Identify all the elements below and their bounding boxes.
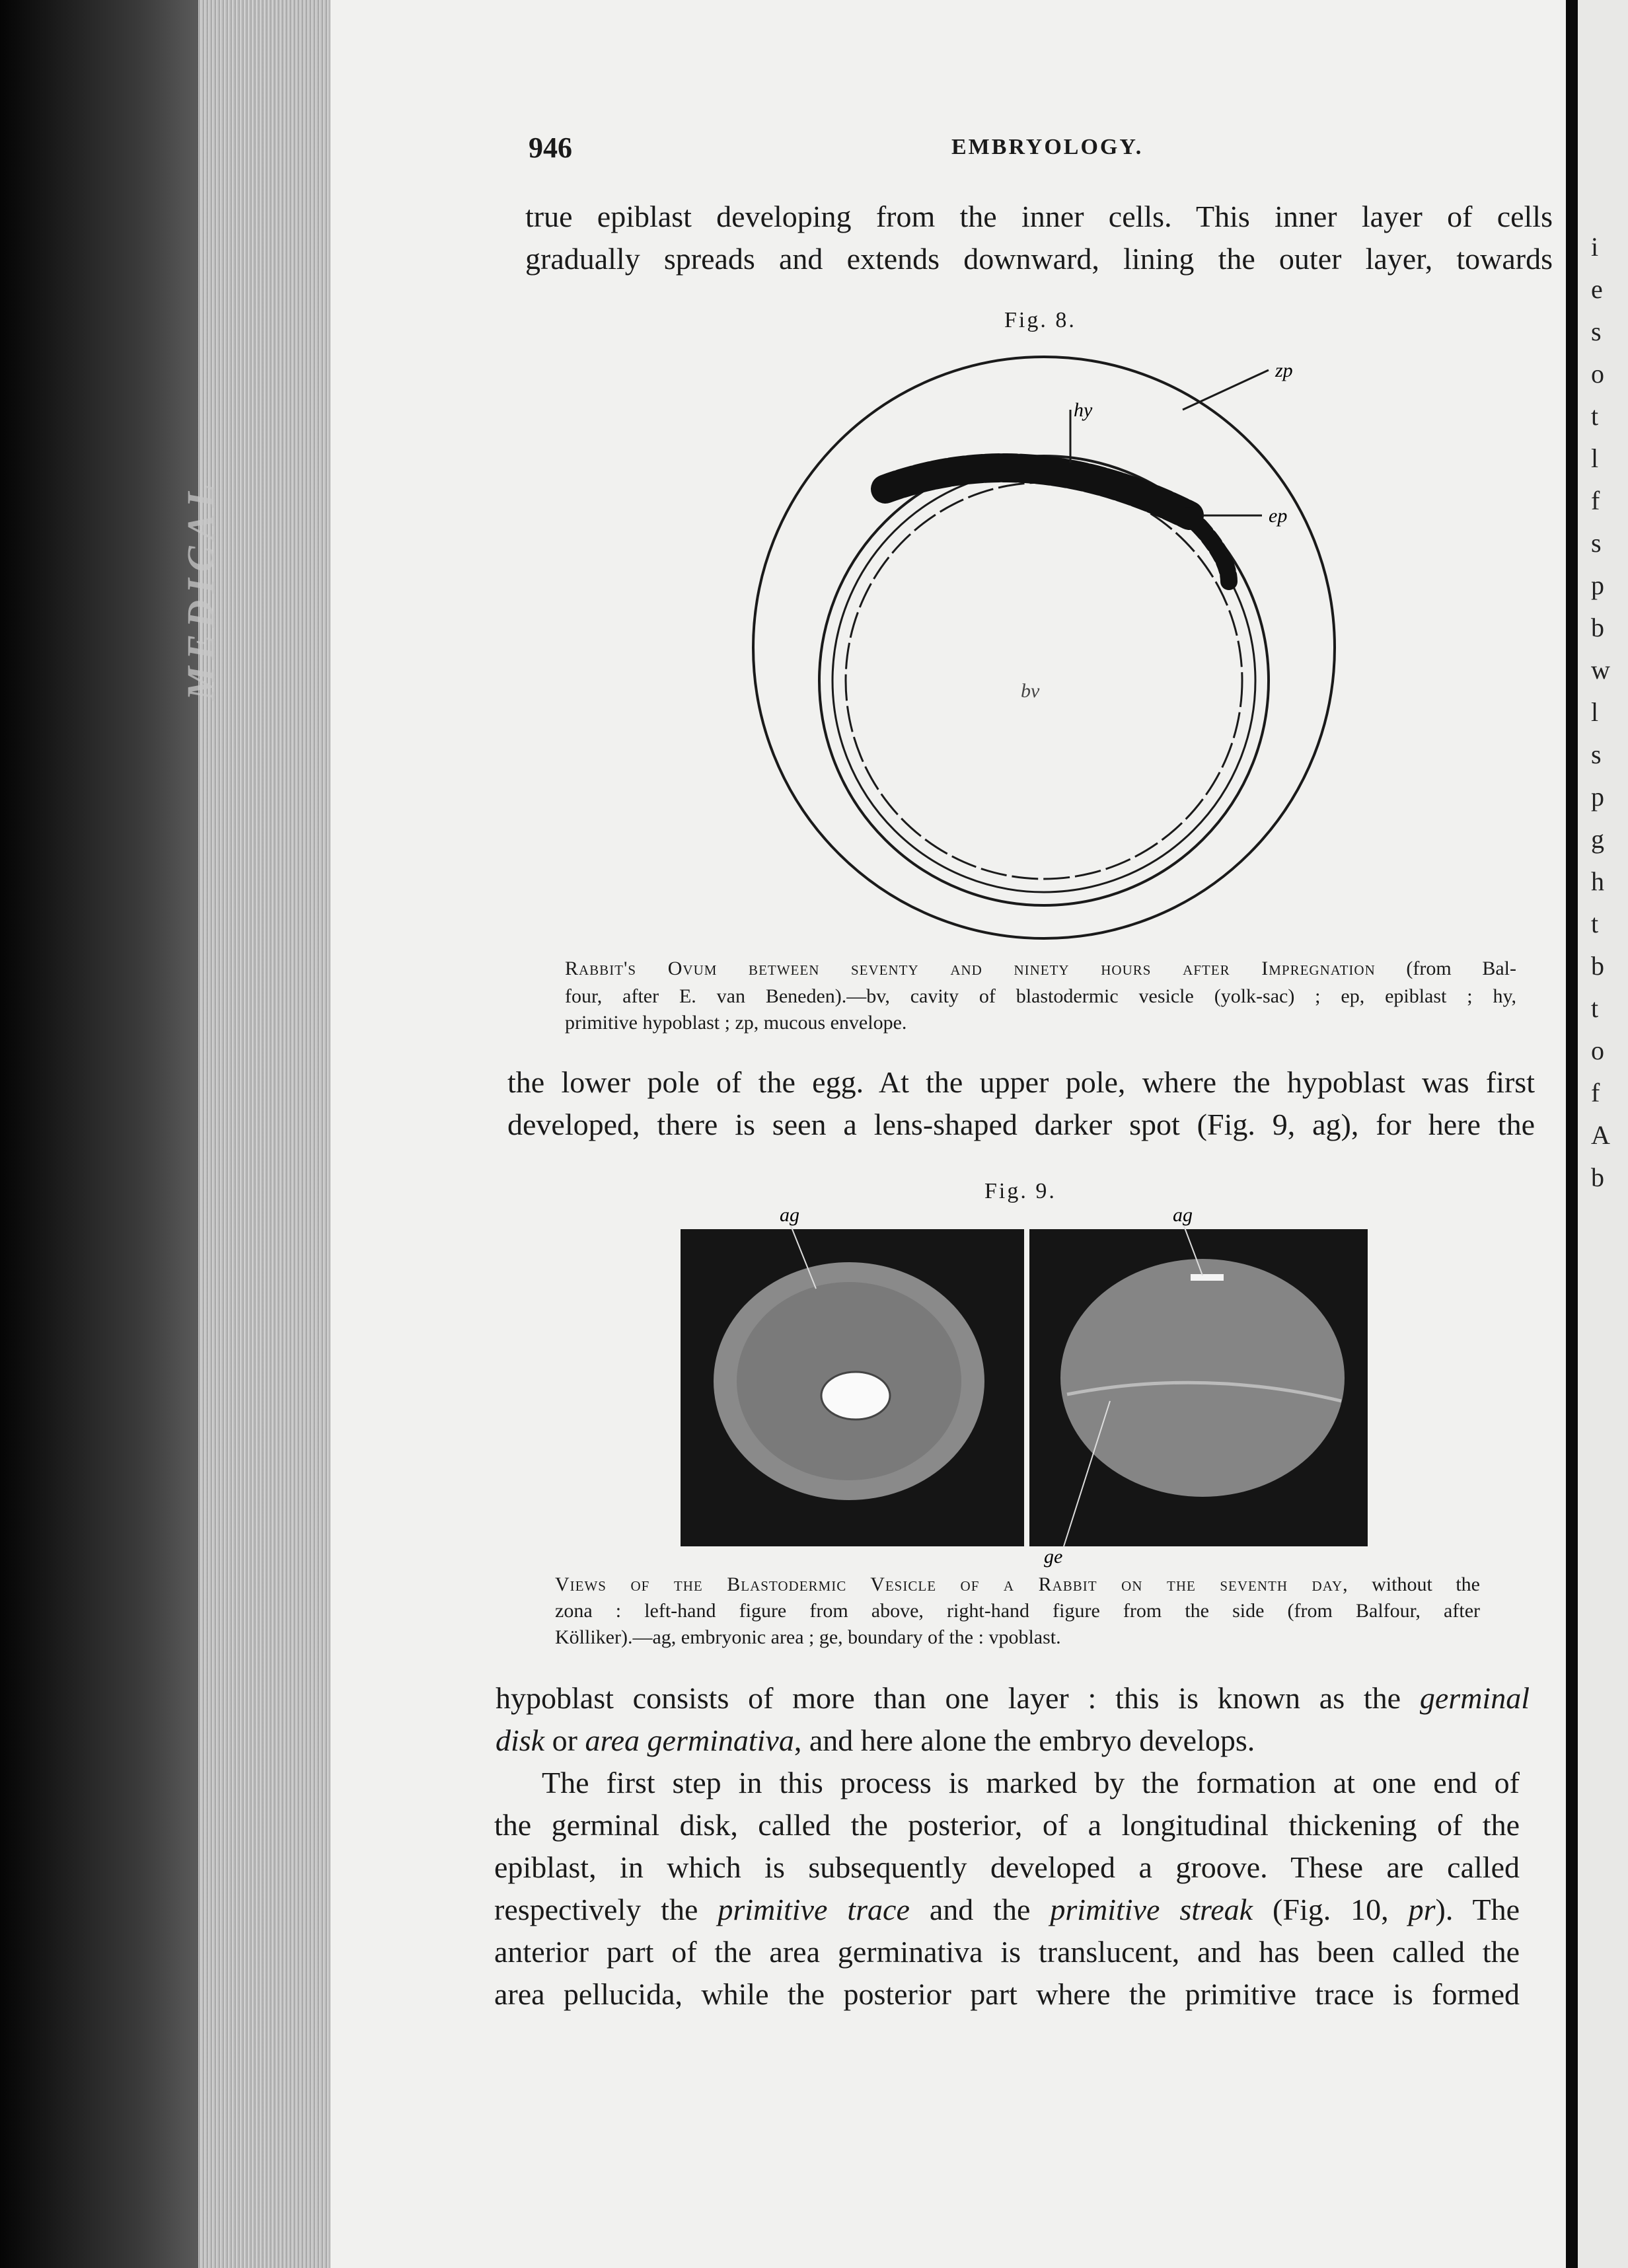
facing-page-letter: t [1591,909,1599,938]
facing-page-letter: t [1591,401,1599,431]
facing-page-letter: o [1591,359,1604,389]
paragraph-4-line-4: respectively the primitive trace and the primitive streak (Fig. 10, pr). The [494,1893,1520,1926]
paragraph-1-line-2: gradually spreads and extends downward, lining the outer layer, towards [525,242,1553,276]
facing-page-letter: s [1591,739,1602,769]
label-ag-left: ag [780,1204,799,1226]
facing-page-letter: i [1591,232,1599,262]
figure-8-ovum [727,344,1354,952]
facing-page-letter: f [1591,1078,1600,1108]
facing-page-edge [1566,0,1628,2268]
facing-page-letter: t [1591,993,1599,1023]
page-header: EMBRYOLOGY. [951,135,1144,159]
facing-page-letter: p [1591,570,1604,600]
paragraph-1-line-1: true epiblast developing from the inner cells. This inner layer of cells [525,200,1553,233]
figure-8-caption-line-2: four, after E. van Beneden).—bv, cavity of blastodermic vesicle (yolk-sac) ; ep, epiblast ; hy, [565,985,1516,1007]
facing-page-letter: p [1591,782,1604,812]
label-bv: bv [1021,680,1040,702]
label-hy: hy [1074,399,1093,421]
facing-page-letter: g [1591,824,1604,854]
figure-8-caption-line-3: primitive hypoblast ; zp, mucous envelope. [565,1012,907,1034]
figure-9-label: Fig. 9. [984,1179,1056,1203]
figure-9-vesicles [674,1203,1374,1568]
label-ge: ge [1044,1546,1063,1568]
label-ag-right: ag [1173,1204,1193,1226]
label-ep: ep [1269,505,1288,527]
paragraph-3-line-1: hypoblast consists of more than one layer : this is known as the germinal [496,1681,1530,1715]
facing-page-letter: f [1591,486,1600,515]
figure-9-caption-line-2: zona : left-hand figure from above, right-hand figure from the side (from Balfour, after [555,1600,1480,1622]
facing-page-letter: w [1591,655,1610,685]
facing-page-letter: l [1591,697,1599,727]
figure-8-label: Fig. 8. [1004,308,1076,332]
paragraph-4-line-2: the germinal disk, called the posterior, of a longitudinal thickening of the [494,1808,1520,1842]
facing-page-letter: h [1591,866,1604,896]
paragraph-3-line-2: disk or area germinativa, and here alone the embryo develops. [496,1723,1255,1757]
facing-page-letter: b [1591,951,1604,981]
label-zp: zp [1275,359,1293,381]
figure-9-caption-line-3: Kölliker).—ag, embryonic area ; ge, boundary of the : vpoblast. [555,1626,1061,1648]
paragraph-4-line-1: The first step in this process is marked by the formation at one end of [542,1766,1520,1799]
paragraph-4-line-5: anterior part of the area germinativa is translucent, and has been called the [494,1935,1520,1969]
figure-8-caption-line-1: Rabbit's Ovum between seventy and ninety hours after Impregnation (from Bal- [565,958,1516,979]
paragraph-2-line-1: the lower pole of the egg. At the upper pole, where the hypoblast was first [507,1065,1535,1099]
facing-page-letter: s [1591,528,1602,558]
facing-page-letter: o [1591,1036,1604,1065]
facing-page-letter: b [1591,613,1604,642]
facing-page-letter: s [1591,317,1602,346]
book-spine [0,0,198,2268]
paragraph-4-line-3: epiblast, in which is subsequently developed a groove. These are called [494,1850,1520,1884]
running-head [529,131,1520,170]
page-number: 946 [529,132,572,164]
facing-page-letter: l [1591,443,1599,473]
facing-page-letter: b [1591,1162,1604,1192]
figure-9-caption-line-1: Views of the Blastodermic Vesicle of a Rabbit on the seventh day, without the [555,1573,1480,1595]
paragraph-2-line-2: developed, there is seen a lens-shaped darker spot (Fig. 9, ag), for here the [507,1108,1535,1141]
facing-page-letter: A [1591,1120,1610,1150]
spine-title: MEDICAL [179,477,222,700]
facing-page-letter: e [1591,274,1603,304]
paragraph-4-line-6: area pellucida, while the posterior part where the primitive trace is formed [494,1977,1520,2011]
